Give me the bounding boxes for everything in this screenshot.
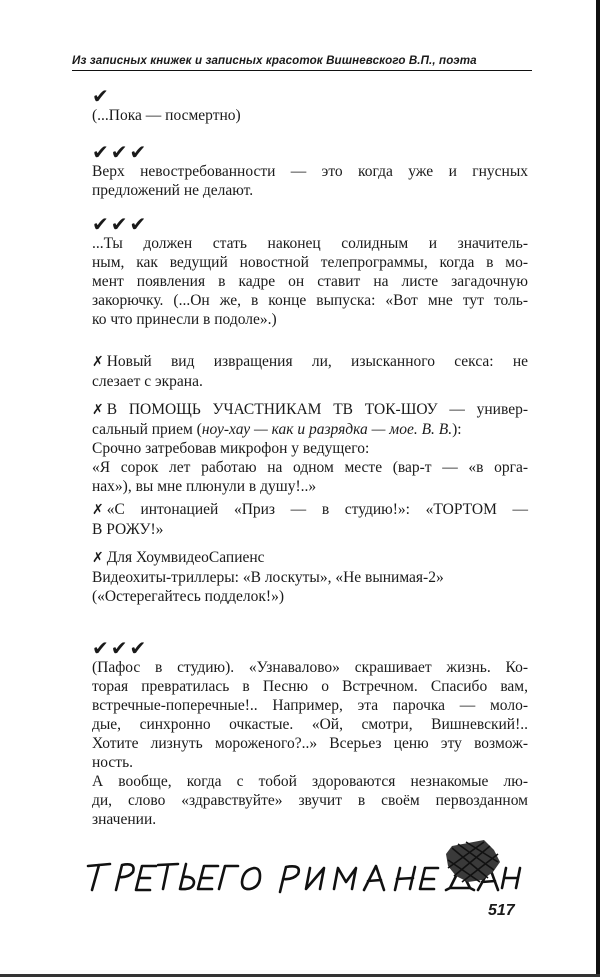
entry-text-line: Хотите лизнуть мороженого?..» Всерьез ценю эту возмож-: [92, 735, 528, 752]
entry-text-line: встречные-поперечные!.. Например, эта парочка — моло-: [92, 697, 528, 714]
running-header: Из записных книжек и записных красоток Вишневского В.П., поэта: [72, 54, 532, 71]
entry-text-line: А вообще, когда с тобой здороваются незнакомые лю-: [92, 773, 528, 790]
item-1: [92, 352, 528, 391]
entry-text-line: ...Ты должен стать наконец солидным и значитель-: [92, 235, 528, 252]
final-entry: [92, 638, 528, 829]
entry-text-line: предложений не делают.: [92, 182, 254, 199]
entry-text-line: ность.: [92, 754, 134, 771]
check-mark-icon: ✔✔✔: [92, 636, 149, 660]
check-mark-icon: ✔✔✔: [92, 140, 149, 164]
item-text-line: сальный прием (ноу-хау — как и разрядка — мое. В. В.):: [92, 421, 462, 438]
check-mark-icon: ✔: [92, 84, 111, 108]
item-text-line: ✗ «С интонацией «Приз — в студию!»: «ТОРТОМ —: [92, 501, 528, 518]
ballot-x-icon: ✗: [92, 402, 104, 418]
check-mark-icon: ✔✔✔: [92, 212, 149, 236]
entry-text-line: Верх невостребованности — это когда уже и гнусных: [92, 163, 528, 180]
item-text-line: слезает с экрана.: [92, 373, 203, 390]
page-edge-right: [596, 0, 600, 977]
entry-text-line: значении.: [92, 811, 157, 828]
item-text-line: ✗ В ПОМОЩЬ УЧАСТНИКАМ ТВ ТОК-ШОУ — универ-: [92, 401, 528, 418]
ballot-x-icon: ✗: [92, 354, 104, 370]
item-3: [92, 500, 528, 539]
ballot-x-icon: ✗: [92, 550, 104, 566]
handwritten-inscription: [80, 832, 530, 902]
item-text-line: Срочно затребовав микрофон у ведущего:: [92, 440, 370, 457]
entry-text-line: (Пафос в студию). «Узнавалово» скрашивает жизнь. Ко-: [92, 659, 528, 676]
entry-text-line: мент появления в кадре он ставит на листе загадочную: [92, 273, 528, 290]
entry-text-line: ко что принесли в подоле».): [92, 311, 277, 328]
item-text-line: Видеохиты-триллеры: «В лоскуты», «Не вынимая-2»: [92, 569, 444, 586]
item-2: [92, 400, 528, 496]
entry-text-line: ди, слово «здравствуйте» звучит в своём первозданном: [92, 792, 528, 809]
entry-3: [92, 214, 528, 329]
page-number: 517: [488, 902, 515, 919]
entry-text-line: дые, синхронно очкастые. «Ой, смотри, Вишневский!..: [92, 716, 528, 733]
item-text-line: «Я сорок лет работаю на одном месте (вар-т — «в орга-: [92, 459, 528, 476]
entry-text-line: ным, как ведущий новостной телепрограммы, когда в мо-: [92, 254, 528, 271]
item-text-line: нах»), вы мне плюнули в душу!..»: [92, 478, 317, 495]
item-text-line: В РОЖУ!»: [92, 521, 164, 538]
entry-1: [92, 86, 528, 125]
item-4: [92, 548, 528, 606]
item-text-line: ✗ Для ХоумвидеоСапиенс: [92, 549, 265, 566]
entry-2: [92, 142, 528, 200]
entry-text-line: закорючку. (...Он же, в конце выпуска: «Вот мне тут толь-: [92, 292, 528, 309]
entry-text-line: торая превратилась в Песню о Встречном. Спасибо вам,: [92, 678, 528, 695]
item-text-line: («Остерегайтесь подделок!»): [92, 588, 285, 605]
item-text-line: ✗ Новый вид извращения ли, изысканного секса: не: [92, 353, 528, 370]
entry-text-line: (...Пока — посмертно): [92, 107, 241, 124]
ballot-x-icon: ✗: [92, 502, 104, 518]
